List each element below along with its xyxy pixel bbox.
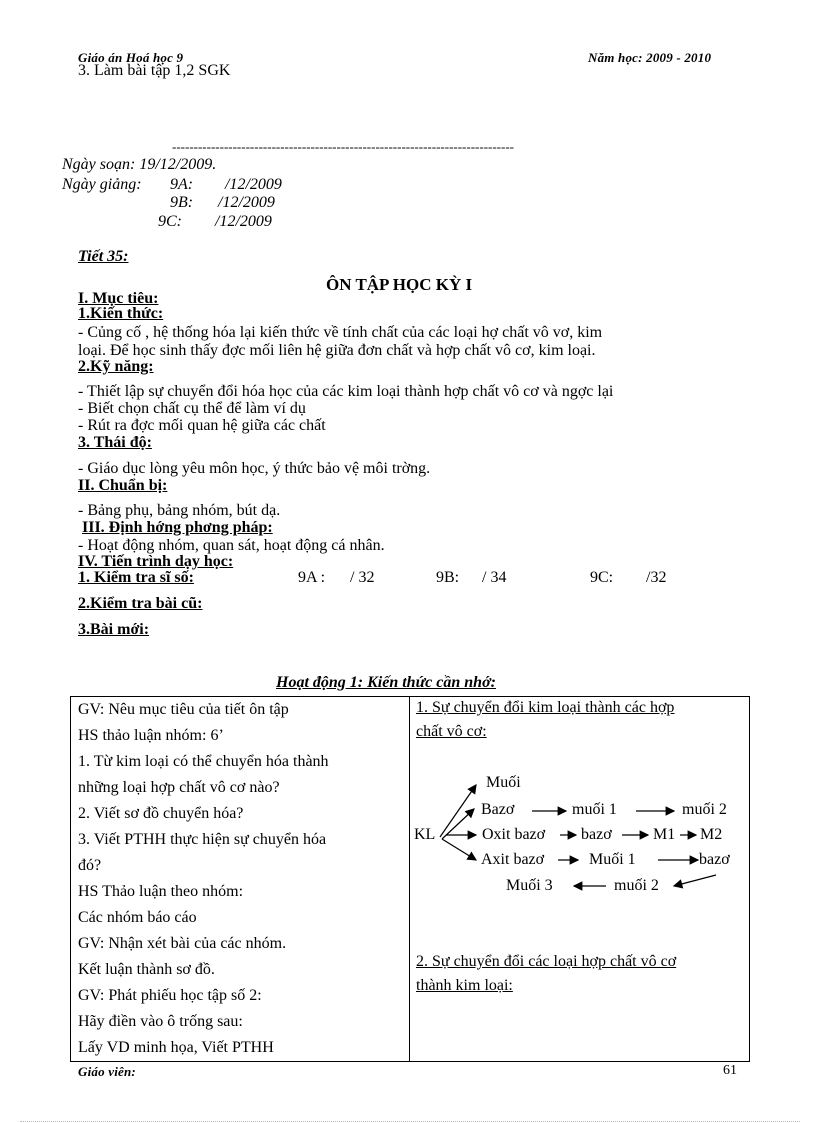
conversion-diagram (410, 697, 750, 1052)
attendance-count: / 32 (350, 569, 375, 586)
table-line: Kết luận thành sơ đồ. (78, 961, 215, 978)
content-heading: thành kim loại: (416, 977, 513, 994)
separator-line: ------------------------------------------------------------------------------- (172, 139, 514, 154)
section-method: III. Định hớng phơng pháp: (82, 519, 273, 536)
attitude-line: - Giáo dục lòng yêu môn học, ý thức bảo vệ môi trờng. (78, 460, 431, 477)
table-line: 3. Viết PTHH thực hiện sự chuyển hóa (78, 831, 327, 848)
header-left: Giáo án Hoá học 9 (78, 50, 184, 65)
content-heading: chất vô cơ: (416, 723, 487, 740)
date-prepared: Ngày soạn: 19/12/2009. (62, 156, 217, 173)
table-line: Lấy VD minh họa, Viết PTHH (78, 1039, 274, 1056)
node-m1: M1 (653, 826, 676, 843)
content-heading: 1. Sự chuyển đổi kim loại thành các hợp (416, 699, 675, 716)
date-taught-label: Ngày giảng: (62, 176, 142, 193)
activity-title: Hoạt động 1: Kiến thức cần nhớ: (276, 674, 496, 691)
skills-line: - Rút ra đợc mối quan hệ giữa các chất (78, 417, 326, 434)
node-bazo: Bazơ (481, 801, 515, 818)
class-name: 9C: (158, 213, 182, 230)
table-line: GV: Nêu mục tiêu của tiết ôn tập (78, 701, 289, 718)
section-attendance: 1. Kiểm tra sĩ số: (78, 569, 194, 586)
node-muoi1: muối 1 (572, 801, 617, 818)
table-line: GV: Nhận xét bài của các nhóm. (78, 935, 287, 952)
node-muoi1b: Muối 1 (589, 851, 636, 868)
section-skills: 2.Kỹ năng: (78, 358, 154, 375)
class-date: /12/2009 (225, 176, 282, 193)
content-column (410, 697, 750, 1062)
attendance-class: 9B: (436, 569, 460, 586)
class-name: 9A: (170, 176, 194, 193)
table-line: Hãy điền vào ô trống sau: (78, 1013, 243, 1030)
table-line: những loại hợp chất vô cơ nào? (78, 779, 280, 796)
section-knowledge: 1.Kiến thức: (78, 305, 164, 322)
node-m2: M2 (700, 826, 723, 843)
arrow-kl-muoi (440, 785, 476, 837)
page-number: 61 (723, 1063, 737, 1078)
skills-line: - Thiết lập sự chuyển đổi hóa học của các kim loại thành hợp chất vô cơ và ngợc lại (78, 383, 614, 400)
attendance-class: 9C: (590, 569, 614, 586)
teacher-student-column (71, 697, 410, 1062)
node-axit-bazo: Axit bazơ (481, 851, 545, 868)
node-oxit-bazo: Oxit bazơ (482, 826, 546, 843)
method-line: - Hoạt động nhóm, quan sát, hoạt động cá nhân. (78, 537, 385, 554)
node-bazo-2: bazơ (581, 826, 612, 843)
node-muoi2b: muối 2 (614, 877, 659, 894)
table-line: GV: Phát phiếu học tập số 2: (78, 987, 262, 1004)
page-bottom-border (20, 1121, 800, 1122)
class-date: /12/2009 (218, 194, 275, 211)
arrow-kl-axit (442, 839, 476, 860)
attendance-count: /32 (646, 569, 667, 586)
skills-line: - Biết chọn chất cụ thể để làm ví dụ (78, 400, 306, 417)
section-attitude: 3. Thái độ: (78, 434, 152, 451)
node-muoi: Muối (486, 774, 521, 791)
activity-table (70, 696, 750, 1062)
class-date: /12/2009 (215, 213, 272, 230)
page-title: ÔN TẬP HỌC KỲ I (326, 275, 473, 294)
homework-line: 3. Làm bài tập 1,2 SGK (78, 62, 231, 79)
node-bazo-3: bazơ (699, 851, 730, 868)
footer-teacher: Giáo viên: (78, 1064, 136, 1079)
attendance-class: 9A : (298, 569, 326, 586)
knowledge-line: - Củng cố , hệ thống hóa lại kiến thức về tính chất của các loại hợ chất vô vơ, kim (78, 324, 603, 341)
header-right: Năm học: 2009 - 2010 (588, 50, 712, 65)
table-line: HS Thảo luận theo nhóm: (78, 883, 244, 900)
arrow-bazo-muoi2 (674, 875, 716, 886)
table-line: HS thảo luận nhóm: 6’ (78, 727, 224, 744)
attendance-count: / 34 (482, 569, 507, 586)
section-procedure: IV. Tiến trình dạy học: (78, 553, 234, 570)
section-objectives: I. Mục tiêu: (78, 290, 159, 307)
class-name: 9B: (170, 194, 194, 211)
section-new-lesson: 3.Bài mới: (78, 621, 150, 638)
content-heading: 2. Sự chuyển đổi các loại hợp chất vô cơ (416, 953, 677, 970)
lesson-number: Tiết 35: (78, 248, 129, 265)
preparation-line: - Bảng phụ, bảng nhóm, bút dạ. (78, 502, 281, 519)
node-muoi2: muối 2 (682, 801, 727, 818)
table-line: đó? (78, 857, 102, 874)
table-line: 1. Từ kim loại có thể chuyển hóa thành (78, 753, 329, 770)
knowledge-line: loại. Để học sinh thấy đợc mối liên hệ giữa đơn chất và hợp chất vô cơ, kim loại. (78, 342, 596, 359)
section-old-lesson: 2.Kiểm tra bài cũ: (78, 595, 203, 612)
section-preparation: II. Chuẩn bị: (78, 477, 168, 494)
table-line: 2. Viết sơ đồ chuyển hóa? (78, 805, 244, 822)
node-muoi3: Muối 3 (506, 877, 553, 894)
node-kl: KL (414, 826, 436, 843)
table-line: Các nhóm báo cáo (78, 909, 197, 926)
